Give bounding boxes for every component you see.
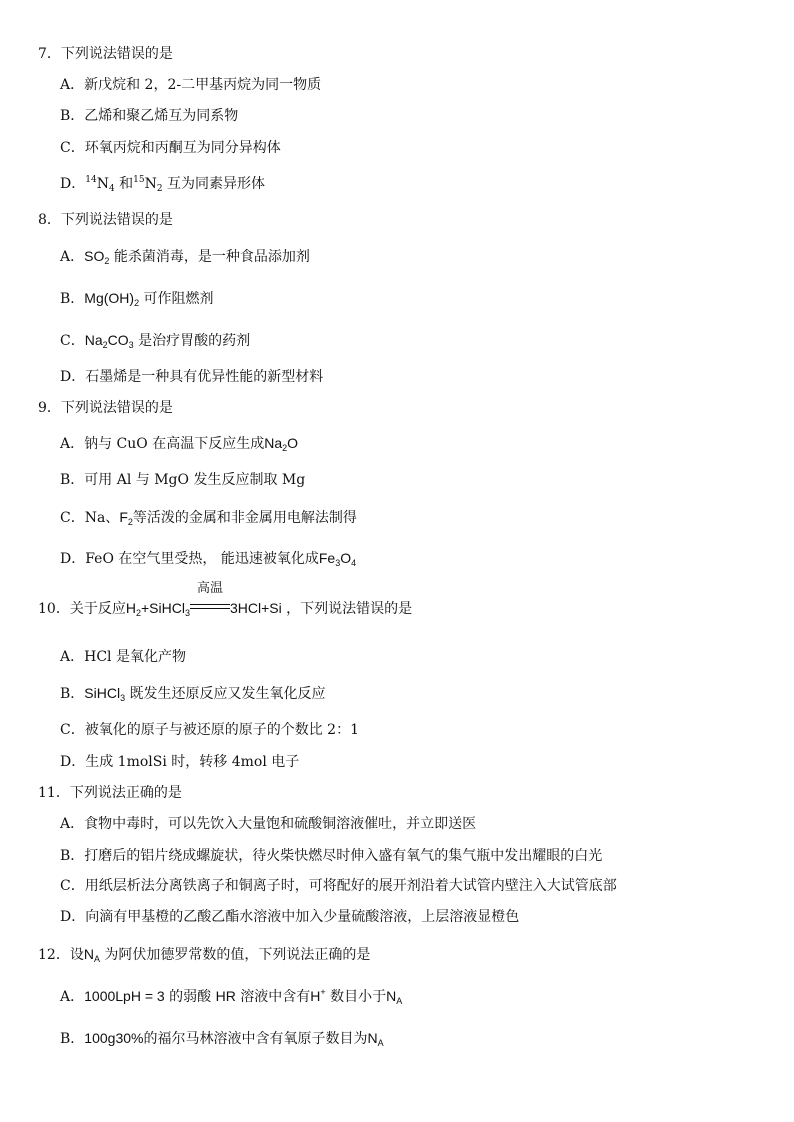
q8-option-b: B．$Mg(OH)_2$ 可作阻燃剂 (60, 290, 214, 308)
q7-option-c: C．环氧丙烷和丙酮互为同分异构体 (60, 140, 281, 156)
reaction-condition: 高温 (190, 599, 230, 619)
equation-products: 3HCl+Si (229, 600, 282, 616)
q12-option-a: A．1000LpH = 3 的弱酸 HR 溶液中含有H+ 数目小于$N_A$ (60, 987, 403, 1006)
q8-title: 8．下列说法错误的是 (38, 212, 173, 228)
q12-title: 12．设$N_A$ 为阿伏加德罗常数的值，下列说法正确的是 (38, 946, 371, 964)
q11-option-b: B．打磨后的铝片绕成螺旋状，待火柴快燃尽时伸入盛有氧气的集气瓶中发出耀眼的白光 (60, 848, 603, 864)
q8-option-d: D．石墨烯是一种具有优异性能的新型材料 (60, 369, 324, 385)
q11-option-c: C．用纸层析法分离铁离子和铜离子时，可将配好的展开剂沿着大试管内壁注入大试管底部 (60, 878, 617, 894)
q9-option-b: B．可用 Al 与 MgO 发生反应制取 Mg (60, 472, 306, 488)
q10-option-c: C．被氧化的原子与被还原的原子的个数比 2：1 (60, 722, 359, 738)
q7-title: 7．下列说法错误的是 (38, 46, 173, 62)
q7-option-b: B．乙烯和聚乙烯互为同系物 (60, 108, 239, 124)
q10-option-a: A．HCl 是氧化产物 (60, 649, 186, 665)
q9-option-a: A．钠与 CuO 在高温下反应生成$Na_2O$ (60, 435, 299, 453)
q10-title: 10．关于反应$H_2+SiHCl_3$ 高温 3HCl+Si ，下列说法错误的是 (38, 581, 413, 618)
q8-option-a: A．$SO_2$ 能杀菌消毒，是一种食品添加剂 (60, 248, 310, 266)
q7-option-d: D．$^{14}N_4$ 和$^{15}N_2$ 互为同素异形体 (60, 175, 266, 194)
q9-option-c: C．Na、$F_2$等活泼的金属和非金属用电解法制得 (60, 509, 357, 527)
q8-option-c: C．$Na_2CO_3$ 是治疗胃酸的药剂 (60, 332, 251, 350)
q12-option-b: B．100g30%的福尔马林溶液中含有氧原子数目为$N_A$ (60, 1030, 384, 1048)
q7-option-a: A．新戊烷和 2，2-二甲基丙烷为同一物质 (60, 77, 322, 93)
q10-option-d: D．生成 1molSi 时，转移 4mol 电子 (60, 754, 300, 770)
q11-option-a: A．食物中毒时，可以先饮入大量饱和硫酸铜溶液催吐，并立即送医 (60, 816, 477, 832)
q9-option-d: D．FeO 在空气里受热， 能迅速被氧化成$Fe_3O_4$ (60, 550, 357, 568)
q11-title: 11．下列说法正确的是 (38, 785, 182, 801)
equation-reactants: $H_2+SiHCl_3$ (125, 600, 190, 618)
q11-option-d: D．向滴有甲基橙的乙酸乙酯水溶液中加入少量硫酸溶液，上层溶液显橙色 (60, 909, 520, 925)
q9-title: 9．下列说法错误的是 (38, 400, 173, 416)
reaction-equals-sign (190, 604, 230, 609)
q10-option-b: B．SiHCl$_3$ 既发生还原反应又发生氧化反应 (60, 685, 326, 703)
